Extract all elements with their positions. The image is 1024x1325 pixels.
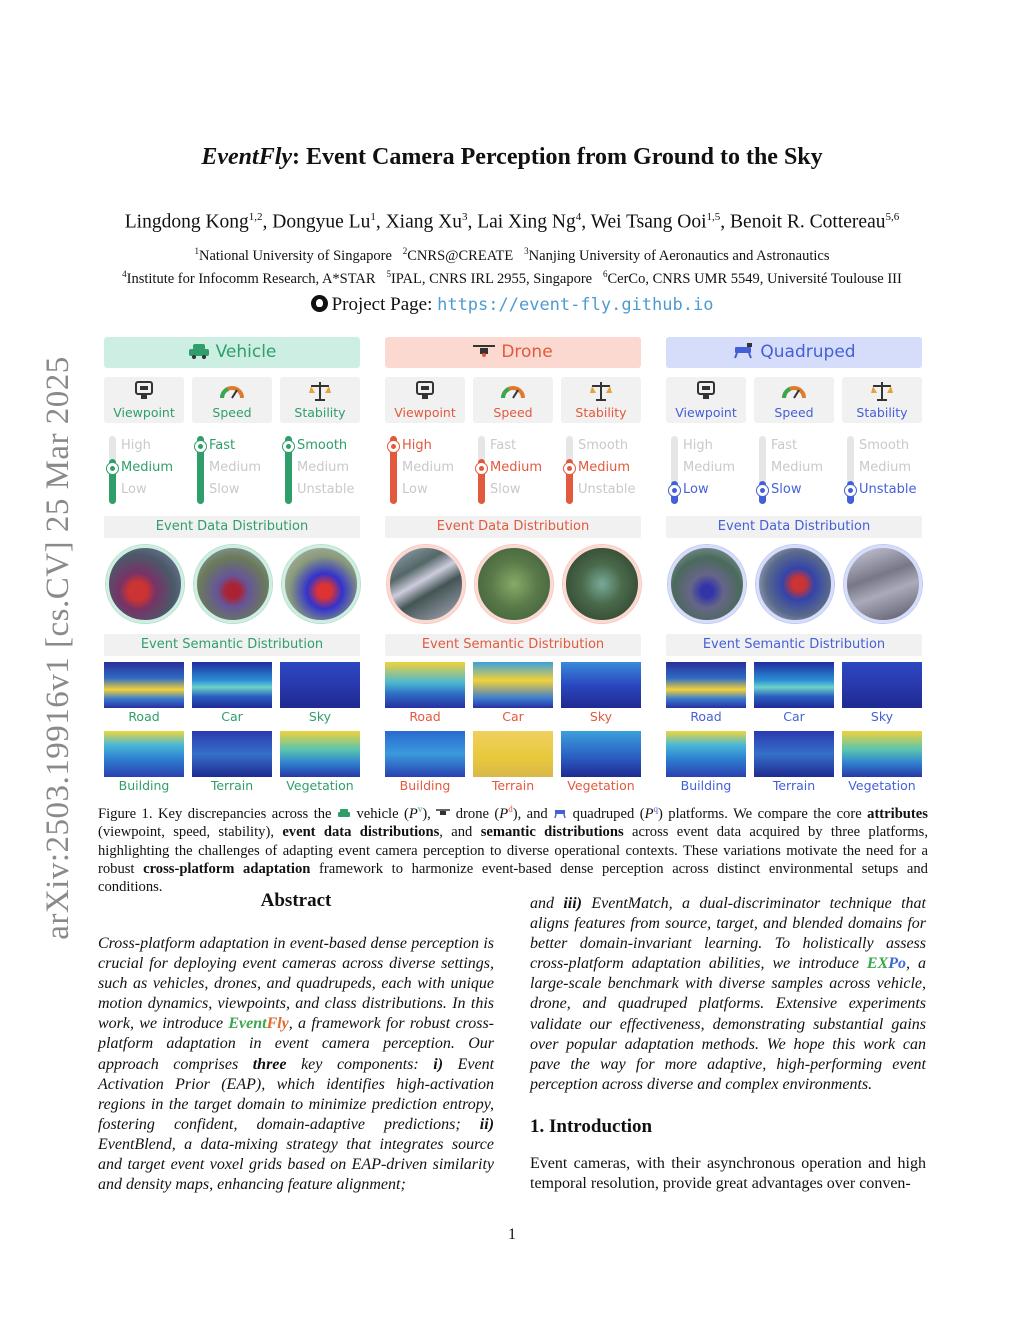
semantic-class-label: Road [128, 709, 160, 724]
level-option: Medium [490, 460, 542, 475]
semantic-heatmap-road [666, 662, 746, 708]
level-knob [387, 440, 400, 453]
affil-mark: 4 [122, 269, 127, 279]
level-knob [194, 440, 207, 453]
affiliations-line-1 [0, 246, 1024, 265]
balance-scale-icon [868, 380, 896, 402]
github-icon [311, 295, 328, 312]
level-track [197, 436, 204, 504]
panel-title [385, 337, 641, 368]
affil-mark: 1 [194, 246, 199, 256]
level-indicator-viewpoint [385, 432, 465, 506]
level-option: Unstable [578, 482, 636, 497]
semantic-heatmap-sky [842, 662, 922, 708]
panel-title-label: Vehicle [215, 342, 277, 362]
semantic-heatmap-car [473, 662, 553, 708]
level-option: Medium [578, 460, 630, 475]
semantic-class-label: Terrain [772, 778, 816, 793]
level-knob [106, 462, 119, 475]
semantic-class-label: Car [502, 709, 524, 724]
level-knob [282, 440, 295, 453]
event-sample-image [668, 545, 746, 623]
event-sample-image [282, 545, 360, 623]
semantic-heatmap-vegetation [561, 731, 641, 777]
level-option: Medium [297, 460, 349, 475]
semantic-heatmap-terrain [192, 731, 272, 777]
author: Dongyue Lu [272, 211, 371, 233]
arxiv-stamp: arXiv:2503.19916v1 [cs.CV] 25 Mar 2025 [40, 356, 76, 940]
balance-scale-icon [587, 380, 615, 402]
level-option: Slow [490, 482, 521, 497]
drone-icon [436, 807, 450, 819]
semantic-class-label: Road [409, 709, 441, 724]
panel-quadruped [666, 337, 924, 795]
level-option: Medium [121, 460, 173, 475]
attribute-label: Speed [493, 405, 533, 420]
affil-mark: 2 [402, 246, 408, 256]
semantic-heatmap-building [385, 731, 465, 777]
abstract-text-left: Cross-platform adaptation in event-based dense perception is crucial for deploying event cameras across diverse settings, such as vehicles, drones, and quadrupeds, each with unique motion dynamics, viewpoints, and class distributions. In this work, we introduce EventFly, a framework for robust cross-platform adaptation in event camera perception. Our approach comprises three key components: i) Event Activation Prior (EAP), which identifies high-activation regions in the target domain to minimize prediction entropy, fostering confident, domain-adaptive predictions; ii) EventBlend, a data-mixing strategy that integrates source and target event voxel grids based on EAP-driven similarity and density maps, enhancing feature alignment; [98, 935, 495, 1194]
abstract-heading: Abstract [260, 890, 332, 911]
attribute-label: Viewpoint [675, 405, 737, 420]
attribute-speed [192, 377, 272, 423]
level-option: Low [121, 482, 147, 497]
level-indicator-speed [754, 432, 834, 506]
level-track [109, 436, 116, 504]
level-option: Smooth [578, 438, 629, 453]
level-option: Slow [771, 482, 802, 497]
attribute-stability [561, 377, 641, 423]
affil-mark: 3 [524, 246, 529, 256]
semantic-heatmap-car [754, 662, 834, 708]
event-sample-image [756, 545, 834, 623]
level-option: Medium [771, 460, 823, 475]
event-sample-image [475, 545, 553, 623]
event-semantic-distribution-label: Event Semantic Distribution [104, 634, 360, 656]
level-knob [844, 484, 857, 497]
author: Wei Tsang Ooi [590, 211, 707, 233]
level-indicator-stability [561, 432, 641, 506]
project-url-link[interactable]: https://event-fly.github.io [437, 295, 714, 315]
attribute-stability [842, 377, 922, 423]
figure-caption: Figure 1. Key discrepancies across the vehicle $(P^v)$, drone $(P^d)$, and quadruped $(P^q)$ platforms. We compare the core attributes (viewpoint, speed, stability), event data distributions, and semantic distributions across event data acquired by three platforms, highlighting the challenges of adapting event camera perception to diverse operational contexts. These variations motivate the need for a robust cross-platform adaptation framework to harmonize event-based dense perception across distinct environmental setups and conditions. [98, 804, 928, 896]
level-option: Slow [209, 482, 240, 497]
author-affil-mark: 1 [370, 211, 376, 223]
monitor-eye-icon [130, 380, 158, 402]
speedometer-icon [499, 380, 527, 402]
semantic-class-label: Sky [870, 709, 894, 724]
project-page: Project Page: https://event-fly.github.io [0, 294, 1024, 316]
paper-title: EventFly: Event Camera Perception from Ground to the Sky [201, 144, 823, 170]
level-indicator-speed [192, 432, 272, 506]
introduction-heading: 1. Introduction [530, 1116, 653, 1137]
author-list: Lingdong Kong$^{1,2}$, Dongyue Lu$^1$, Xiang Xu$^3$, Lai Xing Ng$^4$, Wei Tsang Ooi$^{1,5}$, Benoit R. Cottereau$^{5,6}$ [124, 211, 900, 233]
event-sample-image [194, 545, 272, 623]
quadruped-icon [732, 342, 754, 359]
affiliations-line-2 [0, 269, 1024, 288]
semantic-class-label: Car [221, 709, 243, 724]
level-option: Medium [209, 460, 261, 475]
attribute-viewpoint [104, 377, 184, 423]
level-option: High [683, 438, 713, 453]
panel-title-label: Drone [501, 342, 553, 362]
semantic-class-label: Building [680, 778, 732, 793]
level-option: High [402, 438, 432, 453]
event-data-distribution-label: Event Data Distribution [104, 516, 360, 538]
level-option: Low [683, 482, 709, 497]
level-track [671, 436, 678, 504]
level-option: Fast [771, 438, 798, 453]
attribute-speed [754, 377, 834, 423]
affiliation: Institute for Infocomm Research, A*STAR [126, 270, 376, 287]
event-data-distribution-label: Event Data Distribution [385, 516, 641, 538]
event-semantic-distribution-label: Event Semantic Distribution [385, 634, 641, 656]
level-option: Unstable [297, 482, 355, 497]
page-number: 1 [508, 1226, 516, 1243]
level-track [566, 436, 573, 504]
semantic-class-label: Road [690, 709, 722, 724]
attribute-label: Stability [294, 405, 346, 420]
level-option: Medium [402, 460, 454, 475]
panel-drone [385, 337, 643, 795]
level-track [759, 436, 766, 504]
attribute-label: Viewpoint [394, 405, 456, 420]
event-data-distribution-label: Event Data Distribution [666, 516, 922, 538]
semantic-heatmap-building [104, 731, 184, 777]
introduction-text: Event cameras, with their asynchronous operation and high temporal resolution, provide great advantages over conven- [530, 1155, 926, 1193]
level-option: Medium [683, 460, 735, 475]
affiliation: IPAL, CNRS IRL 2955, Singapore [390, 270, 593, 287]
panel-title [104, 337, 360, 368]
semantic-class-label: Car [783, 709, 805, 724]
semantic-heatmap-building [666, 731, 746, 777]
affil-mark: 5 [386, 269, 391, 279]
panel-vehicle [104, 337, 362, 795]
semantic-class-label: Vegetation [567, 778, 635, 793]
semantic-class-label: Terrain [491, 778, 535, 793]
level-knob [563, 462, 576, 475]
author: Lingdong Kong [124, 211, 249, 233]
author-affil-mark: 5,6 [885, 211, 900, 223]
semantic-heatmap-vegetation [842, 731, 922, 777]
author-affil-mark: 1,2 [248, 211, 263, 223]
semantic-heatmap-sky [280, 662, 360, 708]
level-indicator-speed [473, 432, 553, 506]
level-track [285, 436, 292, 504]
affiliation: CNRS@CREATE [407, 247, 514, 264]
level-track [390, 436, 397, 504]
semantic-heatmap-vegetation [280, 731, 360, 777]
level-option: High [121, 438, 151, 453]
level-track [478, 436, 485, 504]
level-knob [756, 484, 769, 497]
affiliation: Nanjing University of Aeronautics and Astronautics [528, 247, 830, 264]
attribute-viewpoint [666, 377, 746, 423]
author: Benoit R. Cottereau [730, 211, 886, 233]
attribute-label: Speed [774, 405, 814, 420]
semantic-heatmap-terrain [754, 731, 834, 777]
speedometer-icon [218, 380, 246, 402]
author: Lai Xing Ng [477, 211, 576, 233]
quadruped-icon [553, 807, 567, 819]
attribute-speed [473, 377, 553, 423]
car-icon [337, 807, 351, 819]
level-option: Smooth [859, 438, 910, 453]
semantic-heatmap-road [385, 662, 465, 708]
level-option: Medium [859, 460, 911, 475]
attribute-label: Stability [575, 405, 627, 420]
level-option: Fast [209, 438, 236, 453]
author-affil-mark: 3 [461, 211, 468, 223]
event-semantic-distribution-label: Event Semantic Distribution [666, 634, 922, 656]
event-sample-image [387, 545, 465, 623]
semantic-class-label: Vegetation [848, 778, 916, 793]
level-indicator-stability [842, 432, 922, 506]
semantic-class-label: Sky [589, 709, 613, 724]
semantic-class-label: Vegetation [286, 778, 354, 793]
author-affil-mark: 1,5 [706, 211, 721, 223]
attribute-viewpoint [385, 377, 465, 423]
balance-scale-icon [306, 380, 334, 402]
panel-title [666, 337, 922, 368]
attribute-label: Speed [212, 405, 252, 420]
level-indicator-stability [280, 432, 360, 506]
attribute-label: Stability [856, 405, 908, 420]
level-option: Low [402, 482, 428, 497]
semantic-heatmap-car [192, 662, 272, 708]
monitor-eye-icon [692, 380, 720, 402]
event-sample-image [844, 545, 922, 623]
abstract-text-right: and iii) EventMatch, a dual-discriminator technique that aligns features from source, target, and blended domains for better domain-invariant learning. To holistically assess cross-platform adaptation abilities, we introduce EXPo, a large-scale benchmark with diverse samples across vehicle, drone, and quadruped platforms. Extensive experiments validate our effectiveness, demonstrating substantial gains over popular adaptation methods. We hope this work can pave the way for more adaptive, high-performing event perception across diverse and complex environments. [530, 895, 927, 1093]
author: Xiang Xu [385, 211, 462, 233]
level-option: Unstable [859, 482, 917, 497]
semantic-class-label: Building [118, 778, 170, 793]
event-sample-image [563, 545, 641, 623]
affiliation: CerCo, CNRS UMR 5549, Université Toulouse III [607, 270, 902, 287]
semantic-class-label: Terrain [210, 778, 254, 793]
level-knob [668, 484, 681, 497]
event-sample-image [106, 545, 184, 623]
semantic-heatmap-sky [561, 662, 641, 708]
level-option: Smooth [297, 438, 348, 453]
attribute-label: Viewpoint [113, 405, 175, 420]
level-indicator-viewpoint [666, 432, 746, 506]
monitor-eye-icon [411, 380, 439, 402]
level-option: Fast [490, 438, 517, 453]
semantic-heatmap-road [104, 662, 184, 708]
semantic-class-label: Sky [308, 709, 332, 724]
semantic-heatmap-terrain [473, 731, 553, 777]
attribute-stability [280, 377, 360, 423]
level-track [847, 436, 854, 504]
affiliation: National University of Singapore [199, 247, 392, 264]
car-icon [188, 342, 210, 359]
drone-icon [473, 342, 495, 359]
level-indicator-viewpoint [104, 432, 184, 506]
level-knob [475, 462, 488, 475]
speedometer-icon [780, 380, 808, 402]
semantic-class-label: Building [399, 778, 451, 793]
affil-mark: 6 [602, 269, 608, 279]
panel-title-label: Quadruped [760, 342, 856, 362]
author-affil-mark: 4 [575, 211, 582, 223]
